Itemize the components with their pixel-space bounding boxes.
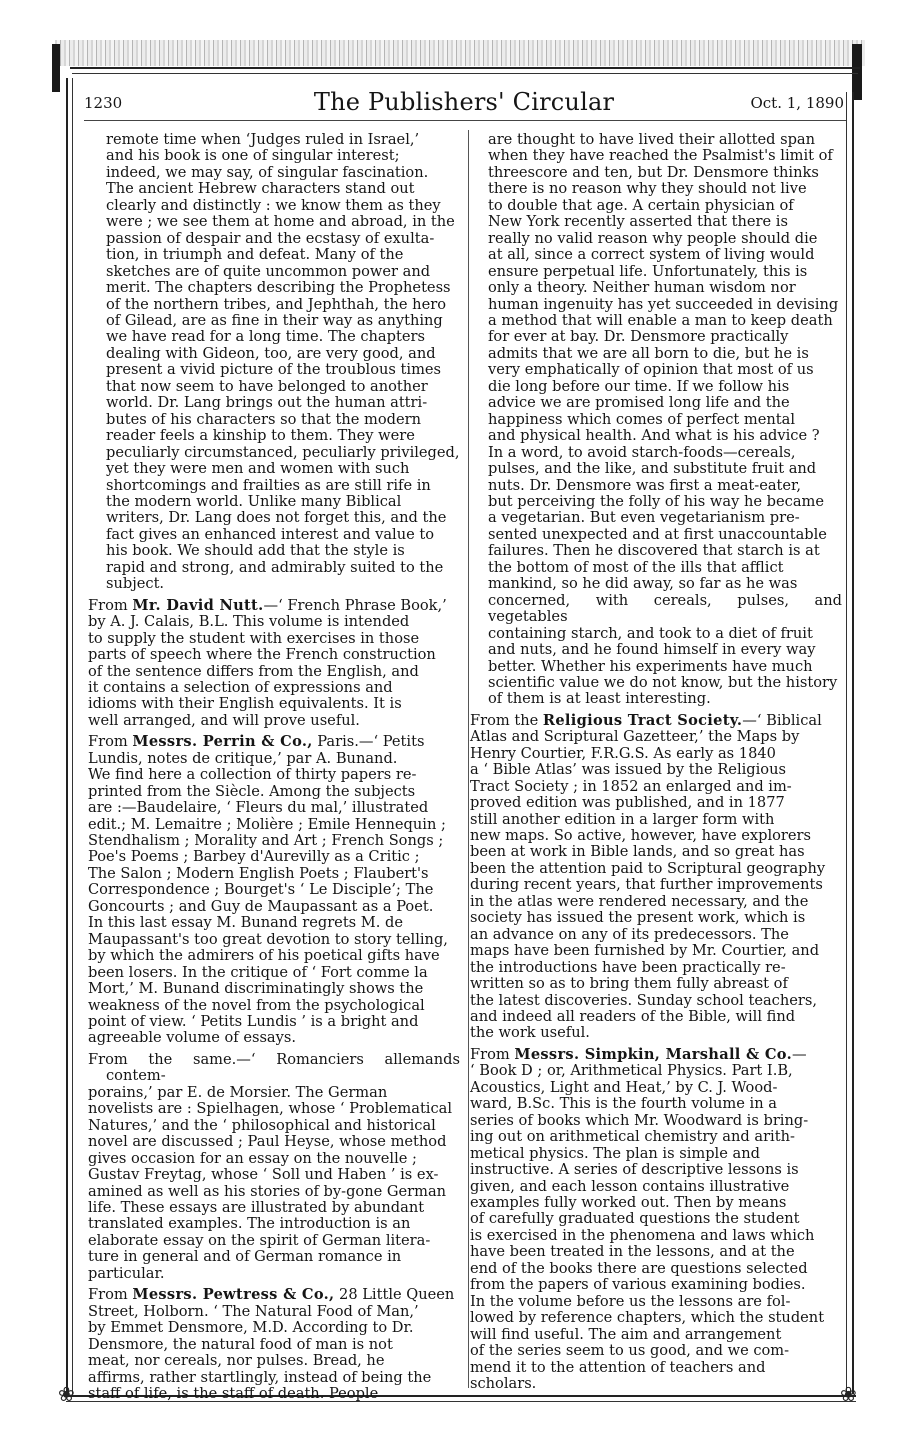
text-line: of the northern tribes, and Jephthah, the hero: [106, 295, 446, 313]
page-number: 1230: [84, 94, 123, 112]
text-line: point of view. ‘ Petits Lundis ’ is a bright and: [88, 1013, 419, 1031]
text-line: very emphatically of opinion that most of us: [488, 361, 814, 379]
text-line: written so as to bring them fully abreast of: [470, 975, 788, 993]
text-line: we have read for a long time. The chapters: [106, 328, 425, 346]
binding-edge-left: [52, 44, 60, 92]
text-line: Stendhalism ; Morality and Art ; French Songs ;: [88, 832, 444, 850]
left-border-inner: [72, 78, 73, 1394]
text-line: peculiarly circumstanced, peculiarly privileged,: [106, 443, 460, 461]
text-line: and his book is one of singular interest;: [106, 147, 400, 165]
text-line: Atlas and Scriptural Gazetteer,’ the Maps by: [470, 728, 800, 746]
text-line: an advance on any of its predecessors. The: [470, 925, 789, 943]
text-line: world. Dr. Lang brings out the human attri-: [106, 394, 428, 412]
text-line: indeed, we may say, of singular fascination.: [106, 163, 429, 181]
entry-prefix: From: [88, 1286, 133, 1304]
header-rule: [84, 120, 846, 121]
text-line: remote time when ‘Judges ruled in Israel,’: [106, 131, 420, 148]
text-line: were ; we see them at home and abroad, in the: [106, 213, 455, 231]
review-entry: [88, 598, 460, 730]
text-line: [88, 596, 460, 614]
text-line: merit. The chapters describing the Prophetess: [106, 279, 451, 297]
entry-prefix: From: [470, 1045, 515, 1063]
text-line: New York recently asserted that there is: [488, 213, 788, 231]
text-line: when they have reached the Psalmist's limit of: [488, 147, 833, 165]
text-line: is exercised in the phenomena and laws which: [470, 1226, 815, 1244]
text-line: by which the admirers of his poetical gifts have: [88, 947, 440, 965]
text-line: at all, since a correct system of living would: [488, 246, 815, 264]
text-line: that now seem to have belonged to another: [106, 377, 428, 395]
review-entry: [470, 1047, 842, 1393]
text-line: of them is at least interesting.: [488, 690, 711, 708]
publisher-name: Messrs. Pewtress & Co.,: [132, 1286, 335, 1304]
text-line: present a vivid picture of the troublous times: [106, 361, 442, 379]
entry-prefix: From: [88, 596, 133, 614]
text-line: butes of his characters so that the modern: [106, 410, 422, 428]
text-line: lowed by reference chapters, which the student: [470, 1309, 825, 1327]
text-line: Street, Holborn. ‘ The Natural Food of Man,’: [88, 1302, 419, 1320]
text-line: affirms, rather startlingly, instead of being the: [88, 1368, 432, 1386]
top-rule: [70, 67, 860, 69]
text-line: of the series seem to us good, and we com-: [470, 1342, 790, 1360]
text-line: society has issued the present work, which is: [470, 909, 806, 927]
entry-text: —‘ Biblical: [742, 711, 822, 729]
text-line: to supply the student with exercises in those: [88, 629, 420, 647]
text-line: die long before our time. If we follow his: [488, 377, 790, 395]
text-line: [470, 711, 842, 729]
text-line: We find here a collection of thirty papers re-: [88, 766, 417, 784]
text-line: the modern world. Unlike many Biblical: [106, 492, 402, 510]
text-line: passion of despair and the ecstasy of exulta-: [106, 229, 435, 247]
left-border: [66, 78, 68, 1394]
publisher-name: Messrs. Simpkin, Marshall & Co.: [514, 1045, 792, 1063]
text-line: of the sentence differs from the English, and: [88, 662, 419, 680]
text-line: agreeable volume of essays.: [88, 1029, 297, 1047]
text-line: are thought to have lived their allotted span: [488, 131, 816, 148]
text-line: admits that we are all born to die, but he is: [488, 344, 809, 362]
publisher-name: Messrs. Perrin & Co.,: [132, 733, 313, 751]
text-line: ing out on arithmetical chemistry and arith-: [470, 1128, 795, 1146]
text-line: a method that will enable a man to keep death: [488, 311, 833, 329]
text-line: [88, 733, 460, 751]
text-line: been at work in Bible lands, and so great has: [470, 843, 805, 861]
top-rule-inner: [72, 73, 858, 74]
text-line: rapid and strong, and admirably suited to the: [106, 558, 444, 576]
text-line: the latest discoveries. Sunday school teachers,: [470, 991, 817, 1009]
text-line: writers, Dr. Lang does not forget this, and the: [106, 509, 447, 527]
text-line: sented unexpected and at first unaccountable: [488, 525, 827, 543]
text-line: there is no reason why they should not live: [488, 180, 807, 198]
text-line: edit.; M. Lemaitre ; Molière ; Emile Hennequin ;: [88, 815, 446, 833]
text-line: mankind, so he did away, so far as he was: [488, 575, 798, 593]
text-line: subject.: [106, 575, 165, 593]
text-line: life. These essays are illustrated by abundant: [88, 1199, 425, 1216]
text-line: the bottom of most of the ills that afflict: [488, 558, 784, 576]
left-column: [88, 132, 460, 1402]
text-line: human ingenuity has yet succeeded in devising: [488, 295, 839, 313]
text-line: Natures,’ and the ‘ philosophical and historical: [88, 1116, 436, 1134]
text-line: the work useful.: [470, 1024, 590, 1042]
text-line: proved edition was published, and in 1877: [470, 794, 785, 812]
text-line: ‘ Book D ; or, Arithmetical Physics. Part I.B,: [470, 1062, 793, 1080]
text-line: [88, 1286, 460, 1304]
text-line: In this last essay M. Bunand regrets M. de: [88, 914, 404, 932]
corner-ornament-icon: ❀: [58, 1382, 75, 1406]
continued-paragraph: [88, 132, 460, 593]
text-line: by A. J. Calais, B.L. This volume is intended: [88, 613, 410, 631]
issue-date: Oct. 1, 1890: [750, 94, 844, 112]
text-line: dealing with Gideon, too, are very good, and: [106, 344, 436, 362]
text-line: maps have been furnished by Mr. Courtier, and: [470, 942, 820, 960]
text-line: from the papers of various examining bodies.: [470, 1276, 806, 1294]
text-line: weakness of the novel from the psychological: [88, 996, 425, 1014]
text-line: novelists are : Spielhagen, whose ‘ Problematical: [88, 1100, 453, 1118]
text-line: mend it to the attention of teachers and: [470, 1358, 766, 1376]
text-line: printed from the Siècle. Among the subjects: [88, 782, 416, 800]
text-line: examples fully worked out. Then by means: [470, 1194, 787, 1211]
entry-text: 28 Little Queen: [334, 1286, 455, 1304]
text-line: Poe's Poems ; Barbey d'Aurevilly as a Critic ;: [88, 848, 420, 866]
right-column: [470, 132, 842, 1392]
text-line: series of books which Mr. Woodward is bring-: [470, 1111, 809, 1129]
text-line: well arranged, and will prove useful.: [88, 711, 360, 729]
text-line: instructive. A series of descriptive lessons is: [470, 1161, 799, 1179]
entry-prefix: From: [88, 733, 133, 751]
entry-text: —‘ French Phrase Book,’: [263, 596, 447, 614]
text-line: concerned, with cereals, pulses, and vegetables: [488, 591, 842, 626]
text-line: elaborate essay on the spirit of German litera-: [88, 1231, 431, 1249]
review-entry: [88, 1287, 460, 1402]
text-line: and nuts, and he found himself in every way: [488, 641, 816, 659]
text-line: of Gilead, are as fine in their way as anything: [106, 311, 443, 329]
right-border: [852, 92, 854, 1394]
text-line: his book. We should add that the style is: [106, 542, 405, 560]
text-line: tion, in triumph and defeat. Many of the: [106, 246, 404, 264]
text-line: porains,’ par E. de Morsier. The German: [88, 1083, 388, 1101]
review-entry: [88, 1052, 460, 1282]
text-line: for ever at bay. Dr. Densmore practically: [488, 328, 789, 346]
text-line: metical physics. The plan is simple and: [470, 1144, 760, 1162]
text-line: meat, nor cereals, nor pulses. Bread, he: [88, 1352, 385, 1370]
text-line: [470, 1045, 842, 1063]
entry-prefix: From the: [470, 711, 543, 729]
text-line: pulses, and the like, and substitute fruit and: [488, 460, 817, 478]
text-line: novel are discussed ; Paul Heyse, whose method: [88, 1133, 447, 1151]
text-line: failures. Then he discovered that starch is at: [488, 542, 820, 560]
text-line: fact gives an enhanced interest and value to: [106, 525, 435, 543]
text-line: sketches are of quite uncommon power and: [106, 262, 431, 280]
text-line: still another edition in a larger form with: [470, 810, 775, 828]
text-line: but perceiving the folly of his way he became: [488, 492, 825, 510]
text-line: will find useful. The aim and arrangement: [470, 1325, 782, 1343]
continued-paragraph: [470, 132, 842, 708]
text-line: yet they were men and women with such: [106, 460, 410, 478]
text-line: in the atlas were rendered necessary, and the: [470, 892, 809, 910]
text-line: Lundis, notes de critique,’ par A. Bunand.: [88, 749, 398, 767]
text-line: threescore and ten, but Dr. Densmore thinks: [488, 163, 819, 181]
text-line: Maupassant's too great devotion to story telling,: [88, 930, 448, 948]
text-line: happiness which comes of perfect mental: [488, 410, 796, 428]
text-line: Henry Courtier, F.R.G.S. As early as 1840: [470, 744, 776, 762]
text-line: nuts. Dr. Densmore was first a meat-eater,: [488, 476, 802, 494]
text-line: gives occasion for an essay on the nouvelle ;: [88, 1149, 417, 1167]
text-line: Goncourts ; and Guy de Maupassant as a Poet.: [88, 897, 434, 915]
text-line: Mort,’ M. Bunand discriminatingly shows the: [88, 980, 424, 998]
text-line: In a word, to avoid starch-foods—cereals,: [488, 443, 796, 461]
right-border-inner: [846, 92, 847, 1394]
text-line: ture in general and of German romance in: [88, 1248, 402, 1266]
text-line: to double that age. A certain physician of: [488, 196, 794, 214]
column-divider: [468, 130, 469, 1388]
text-line: staff of life, is the staff of death. People: [88, 1384, 379, 1402]
text-line: The Salon ; Modern English Poets ; Flaubert's: [88, 864, 429, 882]
text-line: In the volume before us the lessons are fol-: [470, 1292, 791, 1310]
text-line: scholars.: [470, 1374, 537, 1392]
text-line: From the same.—‘ Romanciers allemands contem-: [88, 1050, 460, 1085]
entry-text: —: [791, 1045, 807, 1063]
text-line: better. Whether his experiments have much: [488, 657, 813, 675]
text-line: clearly and distinctly : we know them as they: [106, 196, 441, 214]
text-line: by Emmet Densmore, M.D. According to Dr.: [88, 1319, 414, 1337]
text-line: ward, B.Sc. This is the fourth volume in a: [470, 1095, 777, 1113]
text-line: have been treated in the lessons, and at the: [470, 1243, 795, 1261]
text-line: been losers. In the critique of ‘ Fort comme la: [88, 963, 428, 981]
page-title: The Publishers' Circular: [313, 88, 615, 116]
text-line: amined as well as his stories of by-gone German: [88, 1182, 447, 1200]
text-line: it contains a selection of expressions and: [88, 678, 393, 696]
corner-ornament-icon: ❀: [840, 1382, 857, 1406]
text-line: been the attention paid to Scriptural geography: [470, 859, 826, 877]
text-line: Correspondence ; Bourget's ‘ Le Disciple’; The: [88, 881, 434, 899]
text-line: and indeed all readers of the Bible, will find: [470, 1008, 796, 1026]
text-line: ensure perpetual life. Unfortunately, this is: [488, 262, 808, 280]
text-line: Tract Society ; in 1852 an enlarged and im-: [470, 777, 792, 795]
text-line: a vegetarian. But even vegetarianism pre-: [488, 509, 800, 527]
publisher-name: Mr. David Nutt.: [132, 596, 264, 614]
review-entry: [470, 713, 842, 1042]
text-line: really no valid reason why people should die: [488, 229, 818, 247]
text-line: the introductions have been practically re-: [470, 958, 786, 976]
text-line: containing starch, and took to a diet of fruit: [488, 624, 813, 642]
text-line: only a theory. Neither human wisdom nor: [488, 279, 796, 297]
text-line: advice we are promised long life and the: [488, 394, 790, 412]
text-line: parts of speech where the French construction: [88, 646, 436, 664]
publisher-name: Religious Tract Society.: [542, 711, 743, 729]
entry-text: Paris.—‘ Petits: [312, 733, 425, 751]
text-line: shortcomings and frailties as are still rife in: [106, 476, 431, 494]
text-line: Densmore, the natural food of man is not: [88, 1335, 393, 1353]
text-line: of carefully graduated questions the student: [470, 1210, 800, 1228]
text-line: Acoustics, Light and Heat,’ by C. J. Wood-: [470, 1078, 778, 1096]
text-line: during recent years, that further improvements: [470, 876, 823, 894]
text-line: The ancient Hebrew characters stand out: [106, 180, 415, 198]
text-line: scientific value we do not know, but the history: [488, 673, 838, 691]
scan-noise-strip: [55, 40, 865, 66]
text-line: and physical health. And what is his advice ?: [488, 427, 820, 445]
text-line: particular.: [88, 1264, 165, 1282]
text-line: reader feels a kinship to them. They were: [106, 427, 415, 445]
text-line: a ‘ Bible Atlas’ was issued by the Religious: [470, 761, 786, 779]
text-line: given, and each lesson contains illustrative: [470, 1177, 790, 1195]
text-line: idioms with their English equivalents. It is: [88, 695, 402, 713]
text-line: new maps. So active, however, have explorers: [470, 827, 812, 845]
review-entry: [88, 734, 460, 1047]
page-header: [84, 88, 844, 118]
text-line: end of the books there are questions selected: [470, 1259, 808, 1277]
text-line: translated examples. The introduction is an: [88, 1215, 411, 1233]
text-line: Gustav Freytag, whose ‘ Soll und Haben ’ is ex-: [88, 1166, 439, 1184]
text-line: are :—Baudelaire, ‘ Fleurs du mal,’ illustrated: [88, 799, 429, 817]
